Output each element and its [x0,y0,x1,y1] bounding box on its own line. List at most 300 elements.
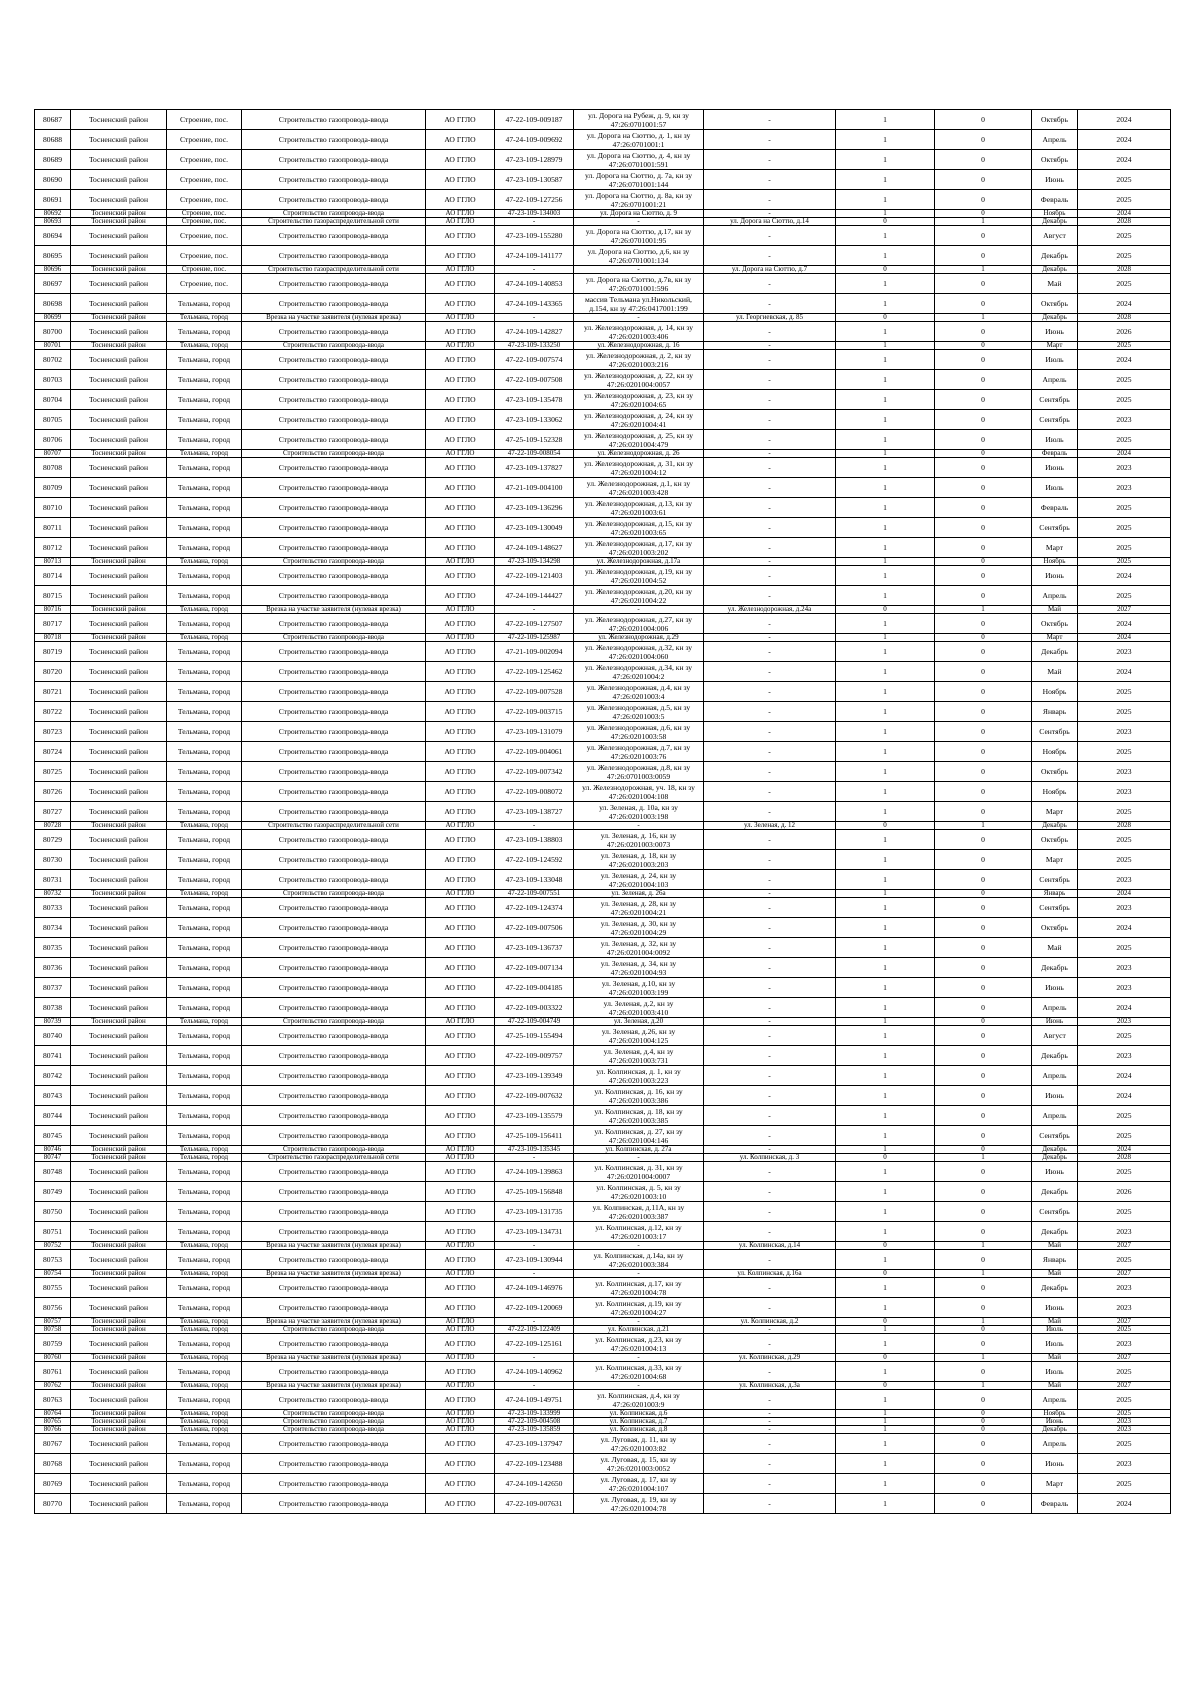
table-row [35,1154,1171,1162]
cell-district: Тосненский район [71,170,167,190]
cell-district: Тосненский район [71,350,167,370]
cell-month: Апрель [1032,1106,1078,1126]
cell-organization: АО ГГЛО [426,998,495,1018]
cell-month: Апрель [1032,1390,1078,1410]
cell-organization: АО ГГЛО [426,170,495,190]
cell-organization: АО ГГЛО [426,218,495,226]
cell-organization: АО ГГЛО [426,314,495,322]
cell-network-address: - [704,1066,836,1086]
cell-month: Март [1032,802,1078,822]
cell-month: Ноябрь [1032,558,1078,566]
cell-address-cadastral: ул. Железнодорожная, д. 31, кн зу 47:26:0201004:12 [574,458,704,478]
cell-count-a: 1 [836,978,935,998]
cell-month: Декабрь [1032,1278,1078,1298]
cell-district: Тосненский район [71,458,167,478]
cell-year: 2024 [1078,918,1171,938]
cell-application-number: 47-21-109-004100 [495,478,574,498]
cell-month: Апрель [1032,130,1078,150]
cell-network-address: - [704,742,836,762]
cell-district: Тосненский район [71,1106,167,1126]
cell-organization: АО ГГЛО [426,430,495,450]
table-row [35,870,1171,890]
cell-row-number: 80762 [35,1382,71,1390]
cell-count-b: 0 [935,682,1032,702]
table-row [35,1278,1171,1298]
cell-month: Май [1032,1382,1078,1390]
table-row [35,606,1171,614]
cell-application-number: 47-22-109-123488 [495,1454,574,1474]
cell-address-cadastral: - [574,314,704,322]
cell-month: Июнь [1032,458,1078,478]
cell-row-number: 80763 [35,1390,71,1410]
cell-address-cadastral: ул. Луговая, д. 11, кн зу 47:26:0201003:82 [574,1434,704,1454]
cell-row-number: 80700 [35,322,71,342]
cell-year: 2025 [1078,518,1171,538]
cell-organization: АО ГГЛО [426,1086,495,1106]
cell-row-number: 80715 [35,586,71,606]
cell-row-number: 80720 [35,662,71,682]
table-row [35,918,1171,938]
cell-row-number: 80703 [35,370,71,390]
cell-network-address: - [704,350,836,370]
cell-row-number: 80734 [35,918,71,938]
cell-work-type: Строительство газопровода-ввода [242,210,426,218]
table-row [35,1334,1171,1354]
cell-address-cadastral: ул. Зеленая, д.10, кн зу 47:26:0201003:199 [574,978,704,998]
cell-settlement: Тельмана, город [167,1326,242,1334]
table-row [35,322,1171,342]
cell-count-b: 0 [935,890,1032,898]
cell-network-address: - [704,170,836,190]
table-row [35,1018,1171,1026]
cell-row-number: 80691 [35,190,71,210]
cell-count-b: 0 [935,450,1032,458]
cell-work-type: Строительство газопровода-ввода [242,1182,426,1202]
cell-organization: АО ГГЛО [426,1326,495,1334]
cell-row-number: 80765 [35,1418,71,1426]
cell-month: Май [1032,606,1078,614]
cell-count-a: 1 [836,1390,935,1410]
cell-organization: АО ГГЛО [426,742,495,762]
cell-application-number: 47-22-109-009187 [495,110,574,130]
table-row [35,1434,1171,1454]
cell-settlement: Тельмана, город [167,802,242,822]
table-row [35,1250,1171,1270]
cell-year: 2025 [1078,1202,1171,1222]
cell-address-cadastral: - [574,1270,704,1278]
cell-settlement: Тельмана, город [167,938,242,958]
cell-network-address: - [704,1026,836,1046]
cell-application-number: 47-22-109-121403 [495,566,574,586]
cell-organization: АО ГГЛО [426,1126,495,1146]
cell-count-b: 0 [935,458,1032,478]
cell-organization: АО ГГЛО [426,294,495,314]
cell-settlement: Строение, пос. [167,246,242,266]
cell-settlement: Тельмана, город [167,314,242,322]
cell-count-a: 1 [836,1126,935,1146]
table-row [35,150,1171,170]
cell-month: Декабрь [1032,266,1078,274]
cell-network-address: - [704,978,836,998]
cell-count-a: 1 [836,1222,935,1242]
cell-address-cadastral: ул. Колпинская, д.33, кн зу 47:26:0201004:68 [574,1362,704,1382]
cell-count-a: 0 [836,314,935,322]
cell-network-address: - [704,1334,836,1354]
cell-count-b: 0 [935,782,1032,802]
cell-organization: АО ГГЛО [426,586,495,606]
cell-address-cadastral: ул. Колпинская, д. 1, кн зу 47:26:0201003:223 [574,1066,704,1086]
cell-application-number: - [495,606,574,614]
cell-settlement: Тельмана, город [167,498,242,518]
cell-row-number: 80757 [35,1318,71,1326]
cell-application-number: 47-22-109-124374 [495,898,574,918]
cell-count-b: 0 [935,614,1032,634]
cell-organization: АО ГГЛО [426,870,495,890]
table-row [35,1146,1171,1154]
cell-district: Тосненский район [71,266,167,274]
cell-month: Февраль [1032,450,1078,458]
cell-settlement: Тельмана, город [167,350,242,370]
cell-organization: АО ГГЛО [426,606,495,614]
cell-address-cadastral: ул. Железнодорожная, д.7, кн зу 47:26:0201003:76 [574,742,704,762]
cell-row-number: 80755 [35,1278,71,1298]
cell-district: Тосненский район [71,450,167,458]
cell-application-number: 47-23-109-133250 [495,342,574,350]
cell-network-address: - [704,1390,836,1410]
cell-settlement: Тельмана, город [167,1202,242,1222]
cell-count-a: 1 [836,1162,935,1182]
cell-address-cadastral: ул. Железнодорожная, д.13, кн зу 47:26:0201003:61 [574,498,704,518]
cell-address-cadastral: ул. Дорога на Сюттю, д. 9 [574,210,704,218]
cell-address-cadastral: ул. Колпинская, д. 18, кн зу 47:26:0201003:385 [574,1106,704,1126]
cell-year: 2023 [1078,1298,1171,1318]
cell-address-cadastral: - [574,822,704,830]
cell-application-number: 47-22-109-122409 [495,1326,574,1334]
cell-work-type: Строительство газопровода-ввода [242,1390,426,1410]
table-row [35,722,1171,742]
cell-network-address: - [704,1434,836,1454]
cell-address-cadastral: ул. Железнодорожная, д. 2, кн зу 47:26:0201003:216 [574,350,704,370]
cell-district: Тосненский район [71,226,167,246]
cell-year: 2024 [1078,566,1171,586]
cell-organization: АО ГГЛО [426,342,495,350]
cell-application-number: 47-25-109-155494 [495,1026,574,1046]
cell-count-a: 1 [836,558,935,566]
cell-row-number: 80721 [35,682,71,702]
cell-network-address: ул. Колпинская, д.3а [704,1382,836,1390]
cell-address-cadastral: ул. Зеленая, д.26, кн зу 47:26:0201004:125 [574,1026,704,1046]
cell-month: Июнь [1032,978,1078,998]
cell-network-address: - [704,1494,836,1514]
cell-district: Тосненский район [71,430,167,450]
cell-year: 2024 [1078,350,1171,370]
cell-year: 2025 [1078,1390,1171,1410]
cell-district: Тосненский район [71,642,167,662]
cell-district: Тосненский район [71,1146,167,1154]
cell-settlement: Тельмана, город [167,1410,242,1418]
table-row [35,634,1171,642]
cell-month: Июнь [1032,1086,1078,1106]
cell-month: Май [1032,1270,1078,1278]
cell-count-b: 0 [935,390,1032,410]
cell-count-b: 0 [935,150,1032,170]
cell-settlement: Тельмана, город [167,1026,242,1046]
cell-application-number: 47-22-109-125462 [495,662,574,682]
cell-month: Декабрь [1032,1046,1078,1066]
cell-row-number: 80751 [35,1222,71,1242]
cell-application-number: 47-23-109-136296 [495,498,574,518]
cell-application-number: 47-23-109-133999 [495,1410,574,1418]
cell-row-number: 80690 [35,170,71,190]
cell-network-address: - [704,870,836,890]
cell-district: Тосненский район [71,274,167,294]
cell-address-cadastral: ул. Зеленая, д. 28, кн зу 47:26:0201004:21 [574,898,704,918]
cell-organization: АО ГГЛО [426,662,495,682]
cell-work-type: Строительство газопровода-ввода [242,458,426,478]
cell-year: 2028 [1078,822,1171,830]
cell-count-a: 1 [836,322,935,342]
cell-organization: АО ГГЛО [426,1162,495,1182]
cell-work-type: Строительство газопровода-ввода [242,518,426,538]
cell-organization: АО ГГЛО [426,1298,495,1318]
cell-month: Июль [1032,430,1078,450]
cell-work-type: Строительство газопровода-ввода [242,1106,426,1126]
cell-settlement: Тельмана, город [167,1494,242,1514]
cell-address-cadastral: ул. Зеленая, д. 32, кн зу 47:26:0201004:0092 [574,938,704,958]
cell-network-address: - [704,410,836,430]
cell-work-type: Врезка на участке заявителя (нулевая врезка) [242,1318,426,1326]
cell-network-address: - [704,890,836,898]
cell-row-number: 80726 [35,782,71,802]
cell-month: Июнь [1032,1018,1078,1026]
cell-work-type: Строительство газопровода-ввода [242,662,426,682]
cell-network-address: - [704,1474,836,1494]
cell-settlement: Строение, пос. [167,190,242,210]
cell-row-number: 80740 [35,1026,71,1046]
cell-settlement: Тельмана, город [167,830,242,850]
cell-month: Май [1032,1354,1078,1362]
table-row [35,850,1171,870]
cell-year: 2025 [1078,274,1171,294]
cell-year: 2025 [1078,170,1171,190]
cell-organization: АО ГГЛО [426,210,495,218]
cell-network-address: - [704,478,836,498]
cell-row-number: 80753 [35,1250,71,1270]
cell-address-cadastral: ул. Колпинская, д.4, кн зу 47:26:0201003:9 [574,1390,704,1410]
cell-settlement: Тельмана, город [167,1390,242,1410]
table-row [35,1410,1171,1418]
cell-application-number: 47-23-109-137947 [495,1434,574,1454]
cell-count-a: 1 [836,1106,935,1126]
cell-count-a: 1 [836,498,935,518]
cell-work-type: Строительство газопровода-ввода [242,978,426,998]
cell-count-b: 0 [935,1434,1032,1454]
cell-row-number: 80752 [35,1242,71,1250]
cell-organization: АО ГГЛО [426,110,495,130]
cell-district: Тосненский район [71,702,167,722]
table-row [35,1106,1171,1126]
cell-count-b: 0 [935,870,1032,890]
cell-network-address: - [704,1454,836,1474]
cell-count-a: 0 [836,1242,935,1250]
cell-network-address: - [704,634,836,642]
cell-district: Тосненский район [71,558,167,566]
cell-application-number: - [495,1154,574,1162]
cell-year: 2025 [1078,1362,1171,1382]
cell-month: Декабрь [1032,1182,1078,1202]
cell-settlement: Тельмана, город [167,1318,242,1326]
cell-row-number: 80706 [35,430,71,450]
cell-settlement: Тельмана, город [167,1278,242,1298]
cell-organization: АО ГГЛО [426,1106,495,1126]
cell-district: Тосненский район [71,1426,167,1434]
cell-settlement: Тельмана, город [167,1242,242,1250]
cell-district: Тосненский район [71,210,167,218]
cell-organization: АО ГГЛО [426,642,495,662]
cell-month: Сентябрь [1032,1202,1078,1222]
table-row [35,978,1171,998]
cell-district: Тосненский район [71,1474,167,1494]
cell-count-a: 1 [836,478,935,498]
cell-count-a: 1 [836,430,935,450]
cell-application-number: 47-23-109-135859 [495,1426,574,1434]
cell-network-address: - [704,1298,836,1318]
cell-organization: АО ГГЛО [426,190,495,210]
cell-district: Тосненский район [71,850,167,870]
cell-count-a: 1 [836,958,935,978]
cell-address-cadastral: ул. Дорога на Рубеж, д. 9, кн зу 47:26:0701001:57 [574,110,704,130]
cell-count-a: 1 [836,170,935,190]
cell-network-address: ул. Колпинская, д.2 [704,1318,836,1326]
cell-row-number: 80729 [35,830,71,850]
cell-application-number: 47-24-109-143365 [495,294,574,314]
cell-work-type: Строительство газопровода-ввода [242,478,426,498]
cell-application-number: 47-24-109-009692 [495,130,574,150]
cell-row-number: 80742 [35,1066,71,1086]
cell-address-cadastral: - [574,1318,704,1326]
cell-network-address: - [704,150,836,170]
table-row [35,558,1171,566]
cell-settlement: Строение, пос. [167,266,242,274]
cell-network-address: - [704,1162,836,1182]
cell-district: Тосненский район [71,1154,167,1162]
cell-count-b: 0 [935,170,1032,190]
table-row [35,294,1171,314]
cell-count-b: 0 [935,558,1032,566]
cell-application-number: 47-23-109-138803 [495,830,574,850]
cell-work-type: Строительство газопровода-ввода [242,350,426,370]
cell-row-number: 80696 [35,266,71,274]
cell-organization: АО ГГЛО [426,478,495,498]
cell-year: 2024 [1078,294,1171,314]
cell-address-cadastral: ул. Железнодорожная, д.4, кн зу 47:26:0201003:4 [574,682,704,702]
cell-count-a: 1 [836,762,935,782]
cell-organization: АО ГГЛО [426,1146,495,1154]
cell-work-type: Строительство газопровода-ввода [242,1066,426,1086]
cell-count-a: 1 [836,1362,935,1382]
cell-district: Тосненский район [71,606,167,614]
cell-year: 2023 [1078,958,1171,978]
cell-count-a: 1 [836,830,935,850]
cell-year: 2027 [1078,1354,1171,1362]
cell-application-number: 47-24-109-149751 [495,1390,574,1410]
cell-district: Тосненский район [71,1126,167,1146]
table-row [35,1494,1171,1514]
cell-month: Декабрь [1032,1426,1078,1434]
cell-application-number: - [495,1354,574,1362]
cell-year: 2023 [1078,1278,1171,1298]
cell-address-cadastral: ул. Дорога на Сюттю, д. 7а, кн зу 47:26:0701001:144 [574,170,704,190]
cell-application-number: 47-23-109-134298 [495,558,574,566]
cell-row-number: 80728 [35,822,71,830]
cell-organization: АО ГГЛО [426,350,495,370]
cell-district: Тосненский район [71,130,167,150]
cell-month: Май [1032,1318,1078,1326]
cell-network-address: - [704,226,836,246]
cell-organization: АО ГГЛО [426,266,495,274]
cell-year: 2024 [1078,150,1171,170]
cell-month: Ноябрь [1032,1410,1078,1418]
table-row [35,350,1171,370]
table-row [35,314,1171,322]
cell-month: Декабрь [1032,958,1078,978]
cell-organization: АО ГГЛО [426,150,495,170]
table-row [35,218,1171,226]
cell-organization: АО ГГЛО [426,938,495,958]
cell-count-a: 1 [836,742,935,762]
cell-work-type: Строительство газопровода-ввода [242,1126,426,1146]
cell-count-b: 0 [935,898,1032,918]
cell-count-b: 0 [935,1126,1032,1146]
cell-network-address: - [704,130,836,150]
cell-month: Февраль [1032,190,1078,210]
cell-count-b: 0 [935,722,1032,742]
cell-address-cadastral: ул. Дорога на Сюттю, д.6, кн зу 47:26:0701001:134 [574,246,704,266]
cell-settlement: Тельмана, город [167,682,242,702]
cell-application-number: - [495,266,574,274]
cell-settlement: Тельмана, город [167,1250,242,1270]
cell-year: 2025 [1078,342,1171,350]
cell-month: Декабрь [1032,246,1078,266]
cell-count-b: 0 [935,1326,1032,1334]
cell-address-cadastral: ул. Луговая, д. 19, кн зу 47:26:0201004:78 [574,1494,704,1514]
cell-application-number: 47-23-109-135579 [495,1106,574,1126]
cell-count-a: 1 [836,802,935,822]
cell-organization: АО ГГЛО [426,1454,495,1474]
cell-work-type: Строительство газопровода-ввода [242,1454,426,1474]
cell-row-number: 80694 [35,226,71,246]
cell-settlement: Тельмана, город [167,1182,242,1202]
table-row [35,938,1171,958]
cell-application-number: 47-23-109-135478 [495,390,574,410]
cell-settlement: Тельмана, город [167,1362,242,1382]
cell-month: Июнь [1032,170,1078,190]
cell-application-number: - [495,822,574,830]
cell-year: 2025 [1078,830,1171,850]
cell-district: Тосненский район [71,918,167,938]
cell-work-type: Строительство газопровода-ввода [242,1162,426,1182]
cell-count-b: 0 [935,918,1032,938]
cell-application-number: - [495,1270,574,1278]
cell-row-number: 80699 [35,314,71,322]
cell-year: 2024 [1078,1494,1171,1514]
cell-district: Тосненский район [71,1362,167,1382]
cell-month: Май [1032,1242,1078,1250]
cell-network-address: - [704,1202,836,1222]
cell-month: Октябрь [1032,830,1078,850]
cell-row-number: 80697 [35,274,71,294]
table-row [35,898,1171,918]
